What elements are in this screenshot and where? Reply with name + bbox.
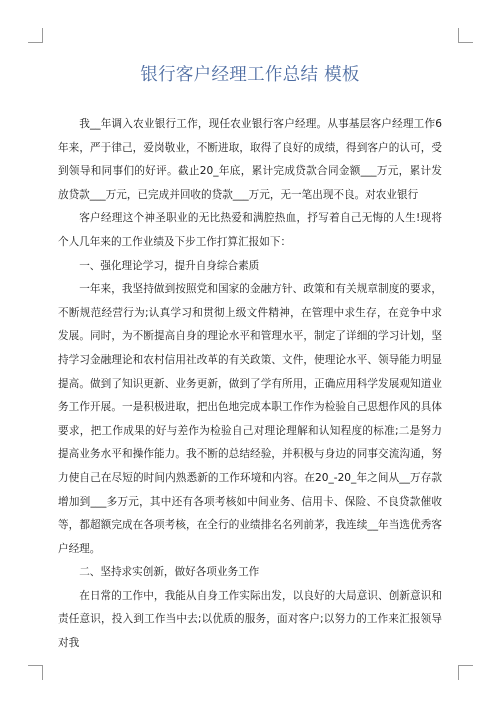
document-body	[58, 113, 442, 656]
section-heading-1: 一、强化理论学习，提升自身综合素质	[79, 259, 260, 272]
paragraph-summary-lead: 客户经理这个神圣职业的无比热爱和满腔热血，抒写着自己无悔的人生!现将个人几年来的工作业绩及下步工作打算汇报如下：	[58, 212, 442, 248]
paragraph-section-2: 在日常的工作中，我能从自身工作实际出发，以良好的大局意识、创新意识和责任意识，投入到工作当中去;以优质的服务，面对客户;以努力的工作来汇报领导对我	[58, 589, 442, 650]
crop-mark-bottom-right	[458, 665, 473, 680]
section-heading-2: 二、坚持求实创新，做好各项业务工作	[79, 566, 260, 579]
document-title: 银行客户经理工作总结 模板	[140, 65, 360, 85]
crop-mark-top-right	[458, 28, 473, 43]
crop-mark-bottom-left	[28, 665, 43, 680]
paragraph-section-1: 一年来，我坚持做到按照党和国家的金融方针、政策和有关规章制度的要求，不断规范经营行为;认真学习和贯彻上级文件精神，在管理中求生存，在竞争中求发展。同时，为不断提高自身的理论水平和管理水平，制定了详细的学习计划，坚持学习金融理论和农村信用社改革的有关政策、文件，使理论水平、领导能力明显提高。做到了知识更新、业务更新，做到了学有所用，正确应用科学发展观知道业务工作开展。一是积极进取，把出色地完成本职工作作为检验自己思想作风的具体要求，把工作成果的好与差作为检验自己对理论理解和认知程度的标准;二是努力提高业务水平和操作能力。我不断的总结经验，并积极与身边的同事交流沟通，努力使自己在尽短的时间内熟悉新的工作环境和内容。在20_-20_年之间从__万存款增加到___多万元，其中还有各项考核如中间业务、信用卡、保险、不良贷款催收等，都超额完成在各项考核，在全行的业绩排名名列前茅，我连续__年当选优秀客户经理。	[58, 283, 442, 555]
crop-mark-top-left	[28, 28, 43, 43]
paragraph-intro: 我__年调入农业银行工作，现任农业银行客户经理。从事基层客户经理工作6年来，严于律己，爱岗敬业，不断进取，取得了良好的成绩，得到客户的认可，受到领导和同事们的好评。截止20_年底，累计完成贷款合同金额___万元，累计发放贷款___万元，已完成并回收的贷款___万元，无一笔出现不良。对农业银行	[58, 118, 442, 201]
